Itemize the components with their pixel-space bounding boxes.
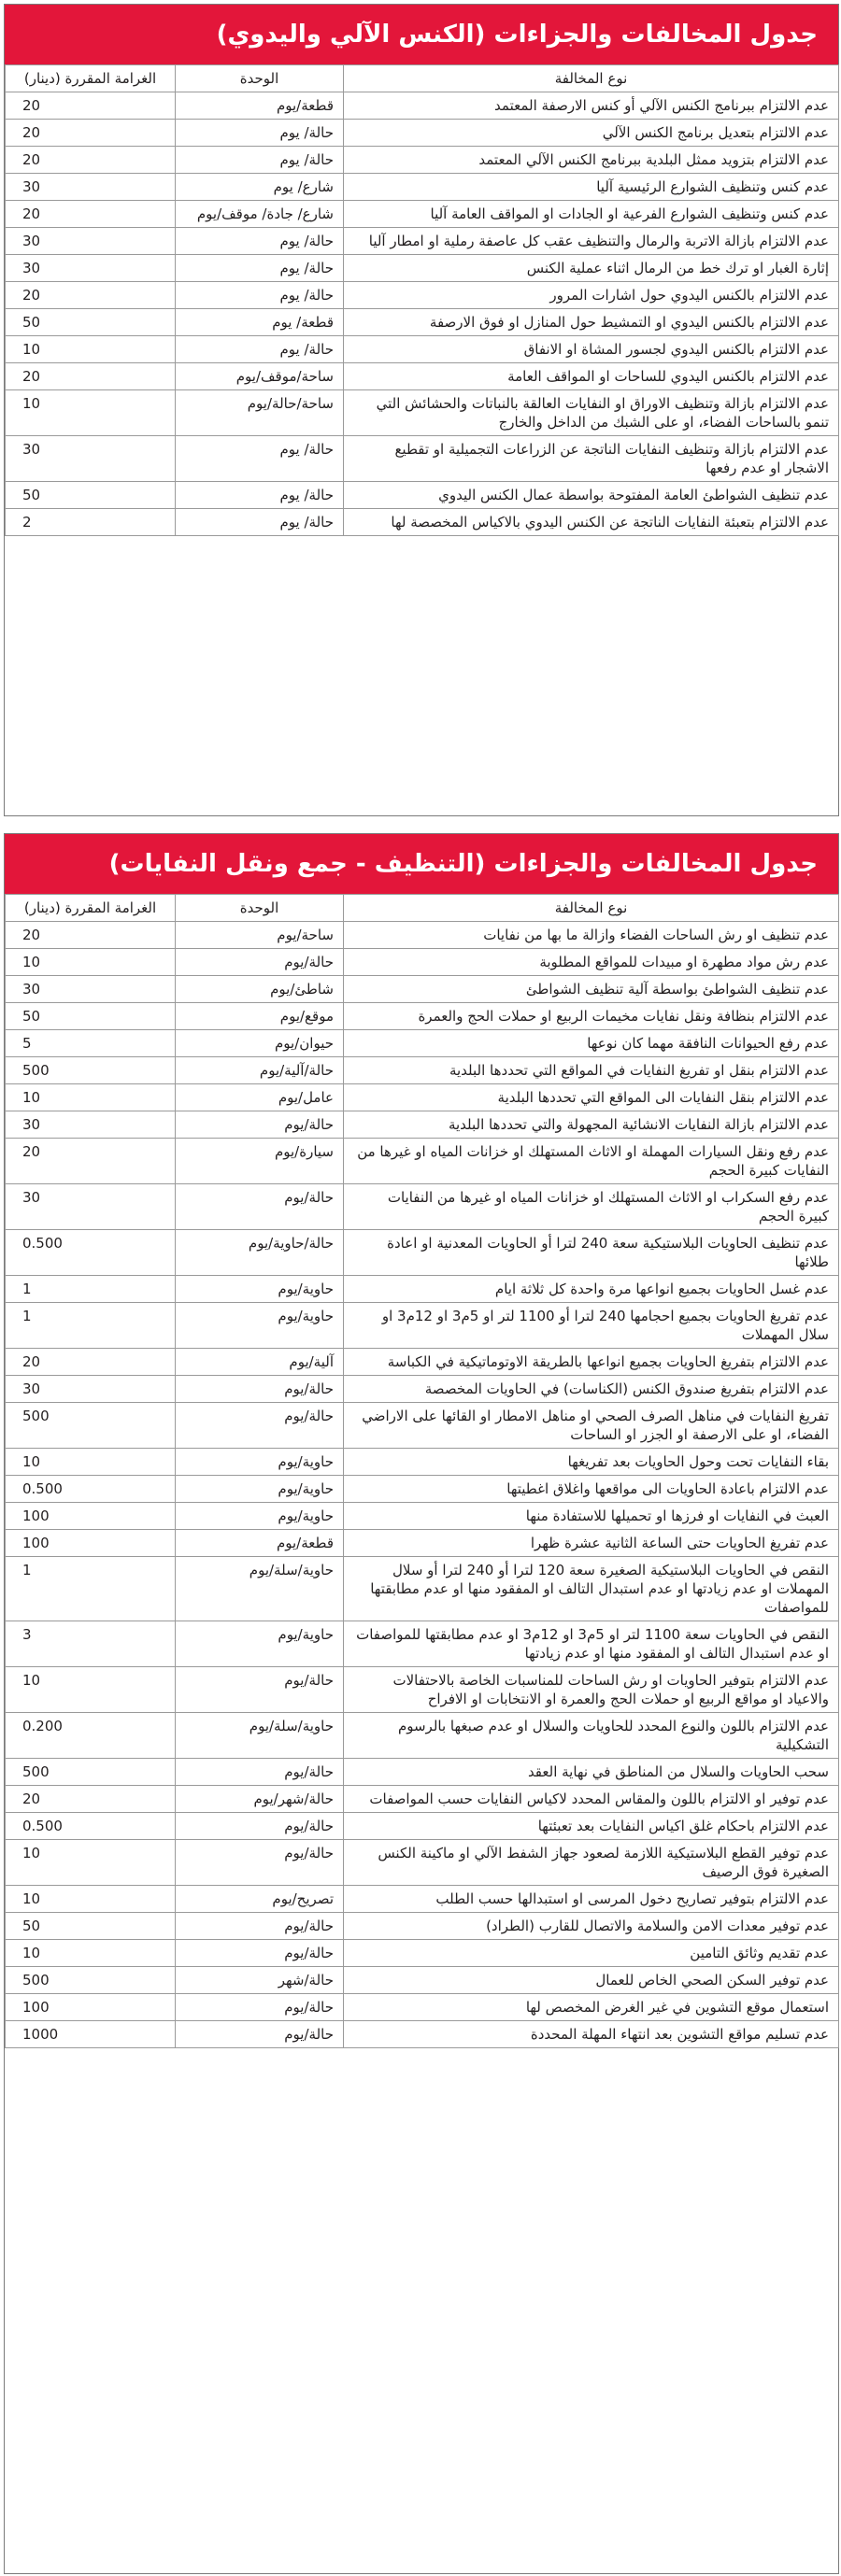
violation-cell: عدم توفير القطع البلاستيكية اللازمة لصعود جهاز الشفط الآلي او ماكينة الكنس الصغيرة فوق الرصيف [344,1840,839,1886]
violation-cell: عدم توفير السكن الصحي الخاص للعمال [344,1967,839,1994]
fine-cell: 0.500 [6,1230,176,1276]
table-row [6,1940,839,1967]
fine-cell: 10 [6,949,176,976]
fine-cell: 10 [6,1449,176,1476]
unit-cell: حالة/يوم [176,1913,344,1940]
fine-cell: 20 [6,922,176,949]
header-unit: الوحدة [176,895,344,922]
unit-cell: حالة/يوم [176,949,344,976]
fine-cell: 500 [6,1759,176,1786]
table-row [6,976,839,1003]
unit-cell: حيوان/يوم [176,1030,344,1057]
unit-cell: تصريح/يوم [176,1886,344,1913]
header-fine: الغرامة المقررة (دينار) [6,895,176,922]
violation-cell: تفريغ النفايات في مناهل الصرف الصحي او مناهل الامطار او القائها على الاراضي الفضاء، او على الارصفة او الجزر او الساحات [344,1403,839,1449]
unit-cell: قطعة/ يوم [176,309,344,336]
violation-cell: عدم توفير معدات الامن والسلامة والاتصال للقارب (الطراد) [344,1913,839,1940]
fine-cell: 0.500 [6,1476,176,1503]
table-row [6,1449,839,1476]
unit-cell: ساحة/حالة/يوم [176,390,344,436]
violation-cell: عدم الالتزام بازالة وتنظيف النفايات الناتجة عن الزراعات التجميلية او تقطيع الاشجار او عدم رفعها [344,436,839,482]
fine-cell: 10 [6,336,176,363]
fine-cell: 30 [6,1184,176,1230]
violation-cell: عدم الالتزام بازالة النفايات الانشائية المجهولة والتي تحددها البلدية [344,1111,839,1139]
table-row [6,363,839,390]
table-title: جدول المخالفات والجزاءات (التنظيف - جمع ونقل النفايات) [5,834,838,894]
fine-cell: 500 [6,1057,176,1084]
table-row [6,1184,839,1230]
violation-cell: عدم رفع الحيوانات النافقة مهما كان نوعها [344,1030,839,1057]
violation-cell: العبث في النفايات او فرزها او تحميلها للاستفادة منها [344,1503,839,1530]
fine-cell: 1000 [6,2021,176,2048]
fine-cell: 20 [6,1139,176,1184]
unit-cell: حالة/يوم [176,1759,344,1786]
table-row [6,1713,839,1759]
fine-cell: 30 [6,228,176,255]
unit-cell: حالة/آلية/يوم [176,1057,344,1084]
fine-cell: 30 [6,1111,176,1139]
table-row [6,1476,839,1503]
table-row [6,1530,839,1557]
violation-cell: عدم غسل الحاويات بجميع انواعها مرة واحدة كل ثلاثة ايام [344,1276,839,1303]
fine-cell: 50 [6,482,176,509]
table-row [6,1057,839,1084]
unit-cell: حاوية/يوم [176,1503,344,1530]
table-row [6,1403,839,1449]
table-row [6,147,839,174]
fine-cell: 5 [6,1030,176,1057]
violation-cell: عدم الالتزام بالكنس اليدوي لجسور المشاة او الانفاق [344,336,839,363]
unit-cell: حالة/يوم [176,1813,344,1840]
table-row [6,2021,839,2048]
fine-cell: 20 [6,282,176,309]
unit-cell: حالة/ يوم [176,336,344,363]
fine-cell: 10 [6,1940,176,1967]
violation-cell: عدم الالتزام باللون والنوع المحدد للحاويات والسلال او عدم صبغها بالرسوم التشكيلية [344,1713,839,1759]
table-row [6,1667,839,1713]
header-unit: الوحدة [176,65,344,92]
fine-cell: 10 [6,390,176,436]
table-row [6,1759,839,1786]
header-violation: نوع المخالفة [344,65,839,92]
table-row [6,1913,839,1940]
unit-cell: حالة/شهر/يوم [176,1786,344,1813]
fine-cell: 20 [6,120,176,147]
table-row [6,949,839,976]
unit-cell: حالة/ يوم [176,147,344,174]
table-row [6,1303,839,1349]
fine-cell: 10 [6,1667,176,1713]
fine-cell: 1 [6,1557,176,1621]
table-row [6,120,839,147]
unit-cell: شاطئ/يوم [176,976,344,1003]
fine-cell: 30 [6,436,176,482]
violation-cell: عدم تنظيف الشواطئ بواسطة آلية تنظيف الشواطئ [344,976,839,1003]
violation-cell: عدم الالتزام بتوفير الحاويات او رش الساحات للمناسبات الخاصة بالاحتفالات والاعياد او مواقع الربيع او حملات الحج والعمرة او الانتخابات او الافراح [344,1667,839,1713]
violation-cell: عدم تفريغ الحاويات بجميع احجامها 240 لترا أو 1100 لتر او 5م3 او 12م3 او سلال المهملات [344,1303,839,1349]
violations-table [5,64,839,536]
table-row [6,309,839,336]
violation-cell: عدم تسليم مواقع التشوين بعد انتهاء المهلة المحددة [344,2021,839,2048]
unit-cell: آلية/يوم [176,1349,344,1376]
table-row [6,228,839,255]
unit-cell: ساحة/موقف/يوم [176,363,344,390]
table-row [6,1276,839,1303]
fine-cell: 20 [6,363,176,390]
table-section-sweeping [4,4,839,816]
unit-cell: حاوية/سلة/يوم [176,1557,344,1621]
fine-cell: 50 [6,309,176,336]
violation-cell: عدم تنظيف الشواطئ العامة المفتوحة بواسطة عمال الكنس اليدوي [344,482,839,509]
header-fine: الغرامة المقررة (دينار) [6,65,176,92]
violations-table [5,894,839,2048]
violation-cell: عدم رش مواد مطهرة او مبيدات للمواقع المطلوبة [344,949,839,976]
violation-cell: عدم الالتزام بازالة الاتربة والرمال والتنظيف عقب كل عاصفة رملية او امطار آليا [344,228,839,255]
unit-cell: موقع/يوم [176,1003,344,1030]
unit-cell: حالة/ يوم [176,120,344,147]
table-row [6,174,839,201]
table-row [6,1840,839,1886]
table-row [6,482,839,509]
violation-cell: عدم الالتزام بتفريغ صندوق الكنس (الكناسات) في الحاويات المخصصة [344,1376,839,1403]
table-row [6,1813,839,1840]
table-row [6,1111,839,1139]
fine-cell: 20 [6,1786,176,1813]
violation-cell: عدم تقديم وثائق التامين [344,1940,839,1967]
table-row [6,922,839,949]
table-row [6,436,839,482]
table-row [6,336,839,363]
unit-cell: حالة/ يوم [176,282,344,309]
unit-cell: حاوية/يوم [176,1476,344,1503]
table-body [6,92,839,536]
unit-cell: حاوية/يوم [176,1276,344,1303]
unit-cell: حالة/ يوم [176,509,344,536]
unit-cell: حالة/شهر [176,1967,344,1994]
table-row [6,1030,839,1057]
table-header-row [6,65,839,92]
fine-cell: 500 [6,1403,176,1449]
violation-cell: عدم الالتزام بتعديل برنامج الكنس الآلي [344,120,839,147]
fine-cell: 50 [6,1003,176,1030]
fine-cell: 20 [6,201,176,228]
fine-cell: 30 [6,976,176,1003]
violation-cell: عدم الالتزام بازالة وتنظيف الاوراق او النفايات العالقة بالنباتات والحشائش التي تنمو بالساحات الفضاء، او على الشبك من الداخل والخارج [344,390,839,436]
header-violation: نوع المخالفة [344,895,839,922]
violation-cell: عدم الالتزام بنقل او تفريغ النفايات في المواقع التي تحددها البلدية [344,1057,839,1084]
unit-cell: حالة/حاوية/يوم [176,1230,344,1276]
violation-cell: عدم كنس وتنظيف الشوارع الرئيسية آليا [344,174,839,201]
violation-cell: عدم الالتزام بتعبئة النفايات الناتجة عن الكنس اليدوي بالاكياس المخصصة لها [344,509,839,536]
fine-cell: 30 [6,1376,176,1403]
unit-cell: شارع/ جادة/ موقف/يوم [176,201,344,228]
violation-cell: عدم الالتزام بتوفير تصاريح دخول المرسى او استبدالها حسب الطلب [344,1886,839,1913]
fine-cell: 1 [6,1276,176,1303]
unit-cell: حالة/يوم [176,1403,344,1449]
violation-cell: عدم تنظيف او رش الساحات الفضاء وازالة ما بها من نفايات [344,922,839,949]
violation-cell: عدم كنس وتنظيف الشوارع الفرعية او الجادات او المواقف العامة آليا [344,201,839,228]
table-title: جدول المخالفات والجزاءات (الكنس الآلي واليدوي) [5,5,838,64]
table-row [6,92,839,120]
violation-cell: إثارة الغبار او ترك خط من الرمال اثناء عملية الكنس [344,255,839,282]
table-row [6,1967,839,1994]
violation-cell: عدم تنظيف الحاويات البلاستيكية سعة 240 لترا أو الحاويات المعدنية او اعادة طلائها [344,1230,839,1276]
violation-cell: بقاء النفايات تحت وحول الحاويات بعد تفريغها [344,1449,839,1476]
table-row [6,1786,839,1813]
fine-cell: 500 [6,1967,176,1994]
fine-cell: 10 [6,1084,176,1111]
table-row [6,201,839,228]
fine-cell: 30 [6,174,176,201]
fine-cell: 20 [6,1349,176,1376]
unit-cell: حالة/ يوم [176,228,344,255]
violation-cell: عدم تفريغ الحاويات حتى الساعة الثانية عشرة ظهرا [344,1530,839,1557]
table-row [6,1621,839,1667]
fine-cell: 10 [6,1886,176,1913]
fine-cell: 100 [6,1503,176,1530]
table-row [6,282,839,309]
unit-cell: حالة/يوم [176,1840,344,1886]
table-row [6,1084,839,1111]
table-row [6,1003,839,1030]
violation-cell: عدم الالتزام بالكنس اليدوي او التمشيط حول المنازل او فوق الارصفة [344,309,839,336]
unit-cell: حالة/يوم [176,1376,344,1403]
fine-cell: 30 [6,255,176,282]
table-row [6,1139,839,1184]
table-row [6,390,839,436]
table-body [6,922,839,2048]
table-row [6,1376,839,1403]
table-section-waste-collection [4,833,839,2574]
violation-cell: عدم الالتزام بالكنس اليدوي حول اشارات المرور [344,282,839,309]
unit-cell: عامل/يوم [176,1084,344,1111]
unit-cell: حاوية/سلة/يوم [176,1713,344,1759]
violation-cell: النقص في الحاويات سعة 1100 لتر او 5م3 او 12م3 او عدم مطابقتها للمواصفات او عدم استبدال التالف او المفقود منها او عدم زيادتها [344,1621,839,1667]
unit-cell: حالة/يوم [176,1184,344,1230]
table-row [6,1994,839,2021]
violation-cell: عدم الالتزام باعادة الحاويات الى مواقعها واغلاق اغطيتها [344,1476,839,1503]
table-row [6,255,839,282]
unit-cell: حالة/ يوم [176,436,344,482]
fine-cell: 20 [6,92,176,120]
table-row [6,1886,839,1913]
table-row [6,1349,839,1376]
violation-cell: سحب الحاويات والسلال من المناطق في نهاية العقد [344,1759,839,1786]
table-row [6,1230,839,1276]
violation-cell: النقص في الحاويات البلاستيكية الصغيرة سعة 120 لترا أو 240 لترا أو سلال المهملات او عدم زيادتها او عدم استبدال التالف او المفقود منها او عدم مطابقتها للمواصفات [344,1557,839,1621]
violation-cell: عدم الالتزام بتزويد ممثل البلدية ببرنامج الكنس الآلي المعتمد [344,147,839,174]
unit-cell: قطعة/يوم [176,92,344,120]
fine-cell: 10 [6,1840,176,1886]
fine-cell: 20 [6,147,176,174]
fine-cell: 1 [6,1303,176,1349]
unit-cell: حالة/يوم [176,1111,344,1139]
violation-cell: استعمال موقع التشوين في غير الغرض المخصص لها [344,1994,839,2021]
fine-cell: 100 [6,1530,176,1557]
fine-cell: 0.200 [6,1713,176,1759]
unit-cell: حاوية/يوم [176,1303,344,1349]
unit-cell: حالة/يوم [176,1940,344,1967]
unit-cell: حاوية/يوم [176,1449,344,1476]
violation-cell: عدم رفع ونقل السيارات المهملة او الاثاث المستهلك او خزانات المياه او غيرها من النفايات كبيرة الحجم [344,1139,839,1184]
fine-cell: 3 [6,1621,176,1667]
unit-cell: حالة/يوم [176,2021,344,2048]
unit-cell: حالة/يوم [176,1667,344,1713]
violation-cell: عدم الالتزام ببرنامج الكنس الآلي أو كنس الارصفة المعتمد [344,92,839,120]
violation-cell: عدم الالتزام بنظافة ونقل نفايات مخيمات الربيع او حملات الحج والعمرة [344,1003,839,1030]
unit-cell: شارع/ يوم [176,174,344,201]
violation-cell: عدم رفع السكراب او الاثاث المستهلك او خزانات المياه او غيرها من النفايات كبيرة الحجم [344,1184,839,1230]
unit-cell: حاوية/يوم [176,1621,344,1667]
fine-cell: 2 [6,509,176,536]
unit-cell: حالة/ يوم [176,482,344,509]
unit-cell: قطعة/يوم [176,1530,344,1557]
fine-cell: 100 [6,1994,176,2021]
table-row [6,1557,839,1621]
violation-cell: عدم الالتزام بتفريغ الحاويات بجميع انواعها بالطريقة الاوتوماتيكية في الكباسة [344,1349,839,1376]
table-row [6,509,839,536]
unit-cell: سيارة/يوم [176,1139,344,1184]
violation-cell: عدم توفير او الالتزام باللون والمقاس المحدد لاكياس النفايات حسب المواصفات [344,1786,839,1813]
unit-cell: حالة/ يوم [176,255,344,282]
table-header-row [6,895,839,922]
unit-cell: حالة/يوم [176,1994,344,2021]
violation-cell: عدم الالتزام بنقل النفايات الى المواقع التي تحددها البلدية [344,1084,839,1111]
violation-cell: عدم الالتزام بالكنس اليدوي للساحات او المواقف العامة [344,363,839,390]
fine-cell: 0.500 [6,1813,176,1840]
fine-cell: 50 [6,1913,176,1940]
unit-cell: ساحة/يوم [176,922,344,949]
table-row [6,1503,839,1530]
violation-cell: عدم الالتزام باحكام غلق اكياس النفايات بعد تعبئتها [344,1813,839,1840]
